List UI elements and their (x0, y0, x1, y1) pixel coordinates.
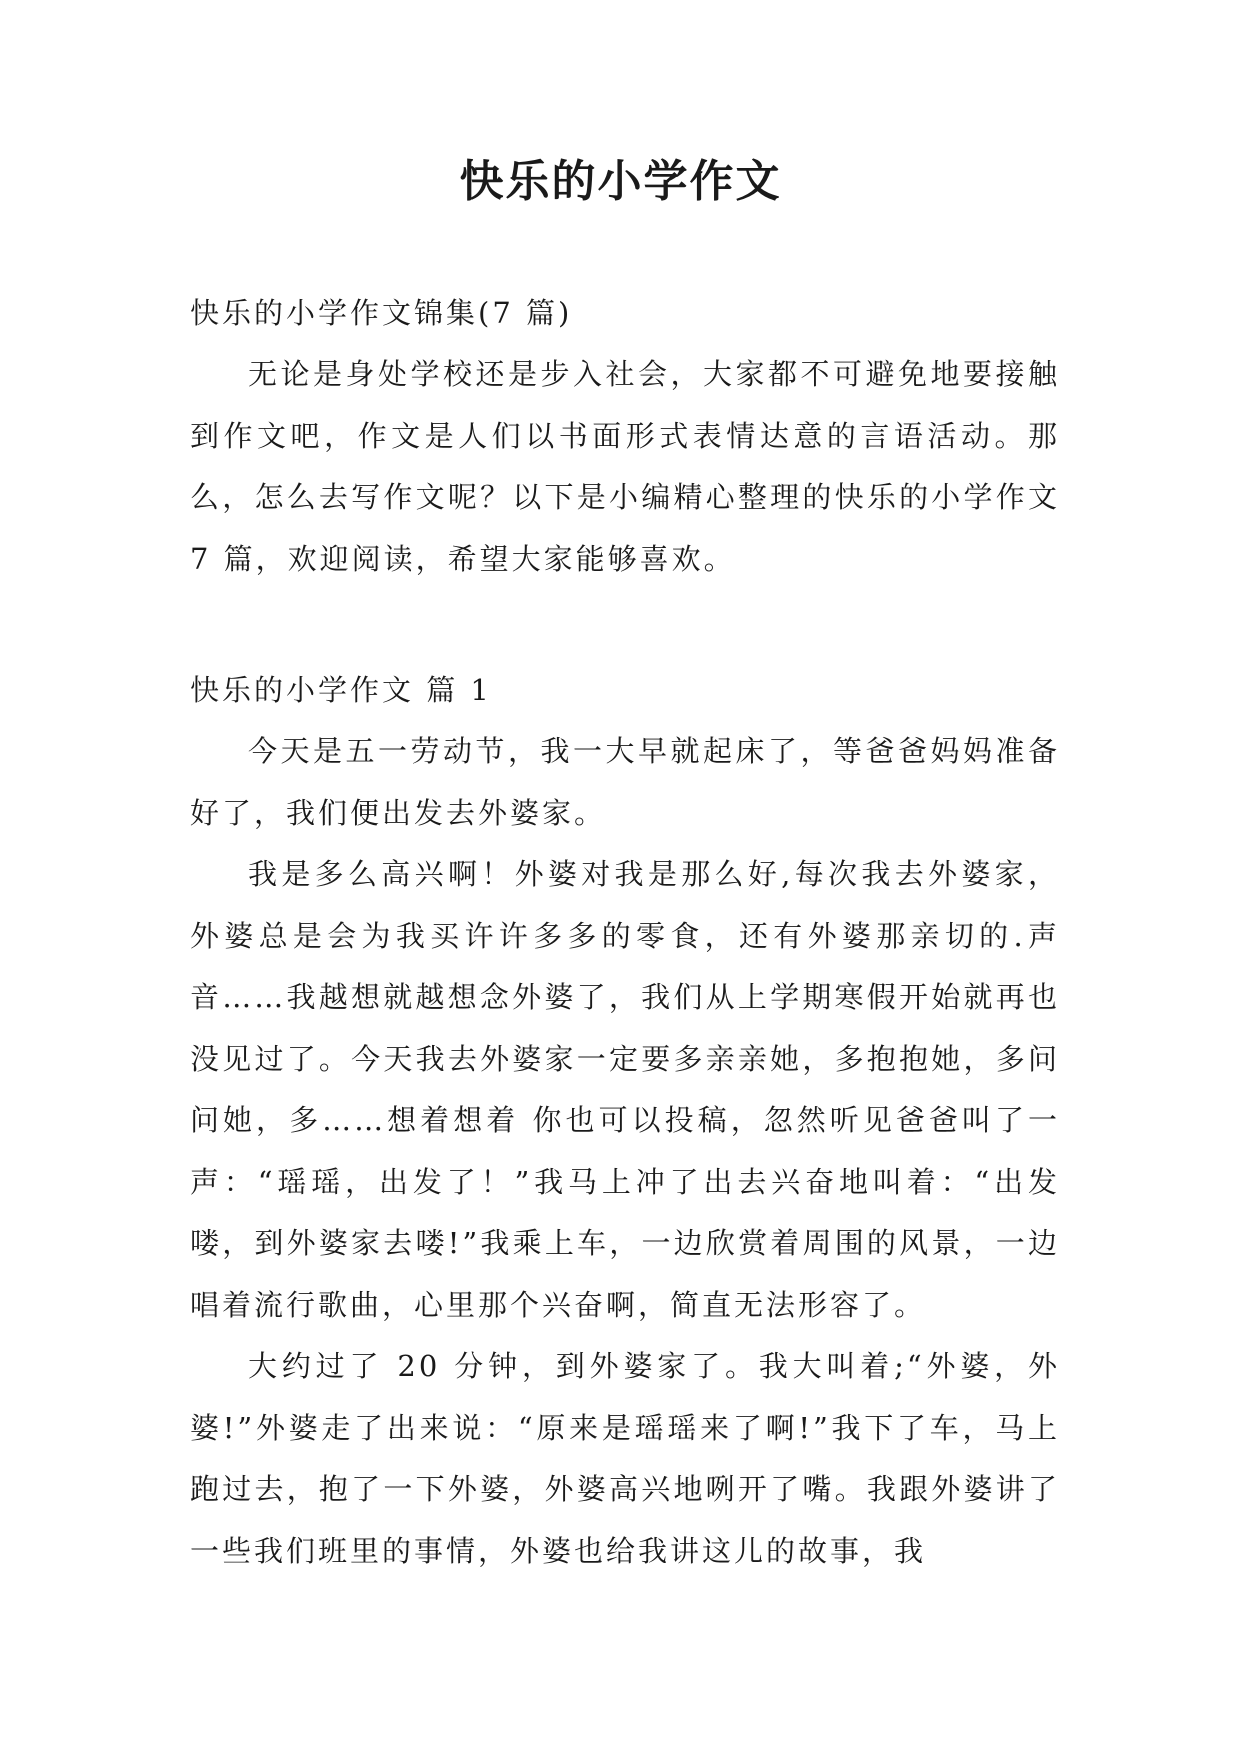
section-1-paragraph: 今天是五一劳动节，我一大早就起床了，等爸爸妈妈准备好了，我们便出发去外婆家。 (190, 734, 1060, 830)
section-1-paragraph: 我是多么高兴啊！外婆对我是那么好,每次我去外婆家，外婆总是会为我买许许多多的零食，还有外婆那亲切的.声音……我越想就越想念外婆了，我们从上学期寒假开始就再也没见过了。今天我去外婆家一定要多亲亲她，多抱抱她，多问问她，多……想着想着 你也可以投稿，忽然听见爸爸叫了一声：“瑶瑶，出发了！”我马上冲了出去兴奋地叫着：“出发喽，到外婆家去喽!”我乘上车，一边欣赏着周围的风景，一边唱着流行歌曲，心里那个兴奋啊，简直无法形容了。 (190, 857, 1060, 1322)
document-title: 快乐的小学作文 (459, 156, 782, 207)
intro-heading: 快乐的小学作文锦集(7 篇) (190, 296, 573, 330)
section-1-heading: 快乐的小学作文 篇 1 (190, 673, 492, 707)
section-1 (190, 665, 1060, 1582)
intro-paragraph: 无论是身处学校还是步入社会，大家都不可避免地要接触到作文吧，作文是人们以书面形式表情达意的言语活动。那么，怎么去写作文呢？以下是小编精心整理的快乐的小学作文 7 篇，欢迎阅读，希望大家能够喜欢。 (190, 357, 1060, 576)
section-1-paragraph: 大约过了 20 分钟，到外婆家了。我大叫着;“外婆，外婆!”外婆走了出来说：“原来是瑶瑶来了啊!”我下了车，马上跑过去，抱了一下外婆，外婆高兴地咧开了嘴。我跟外婆讲了一些我们班里的事情，外婆也给我讲这儿的故事，我 (190, 1349, 1060, 1568)
document-body (190, 288, 1060, 1582)
